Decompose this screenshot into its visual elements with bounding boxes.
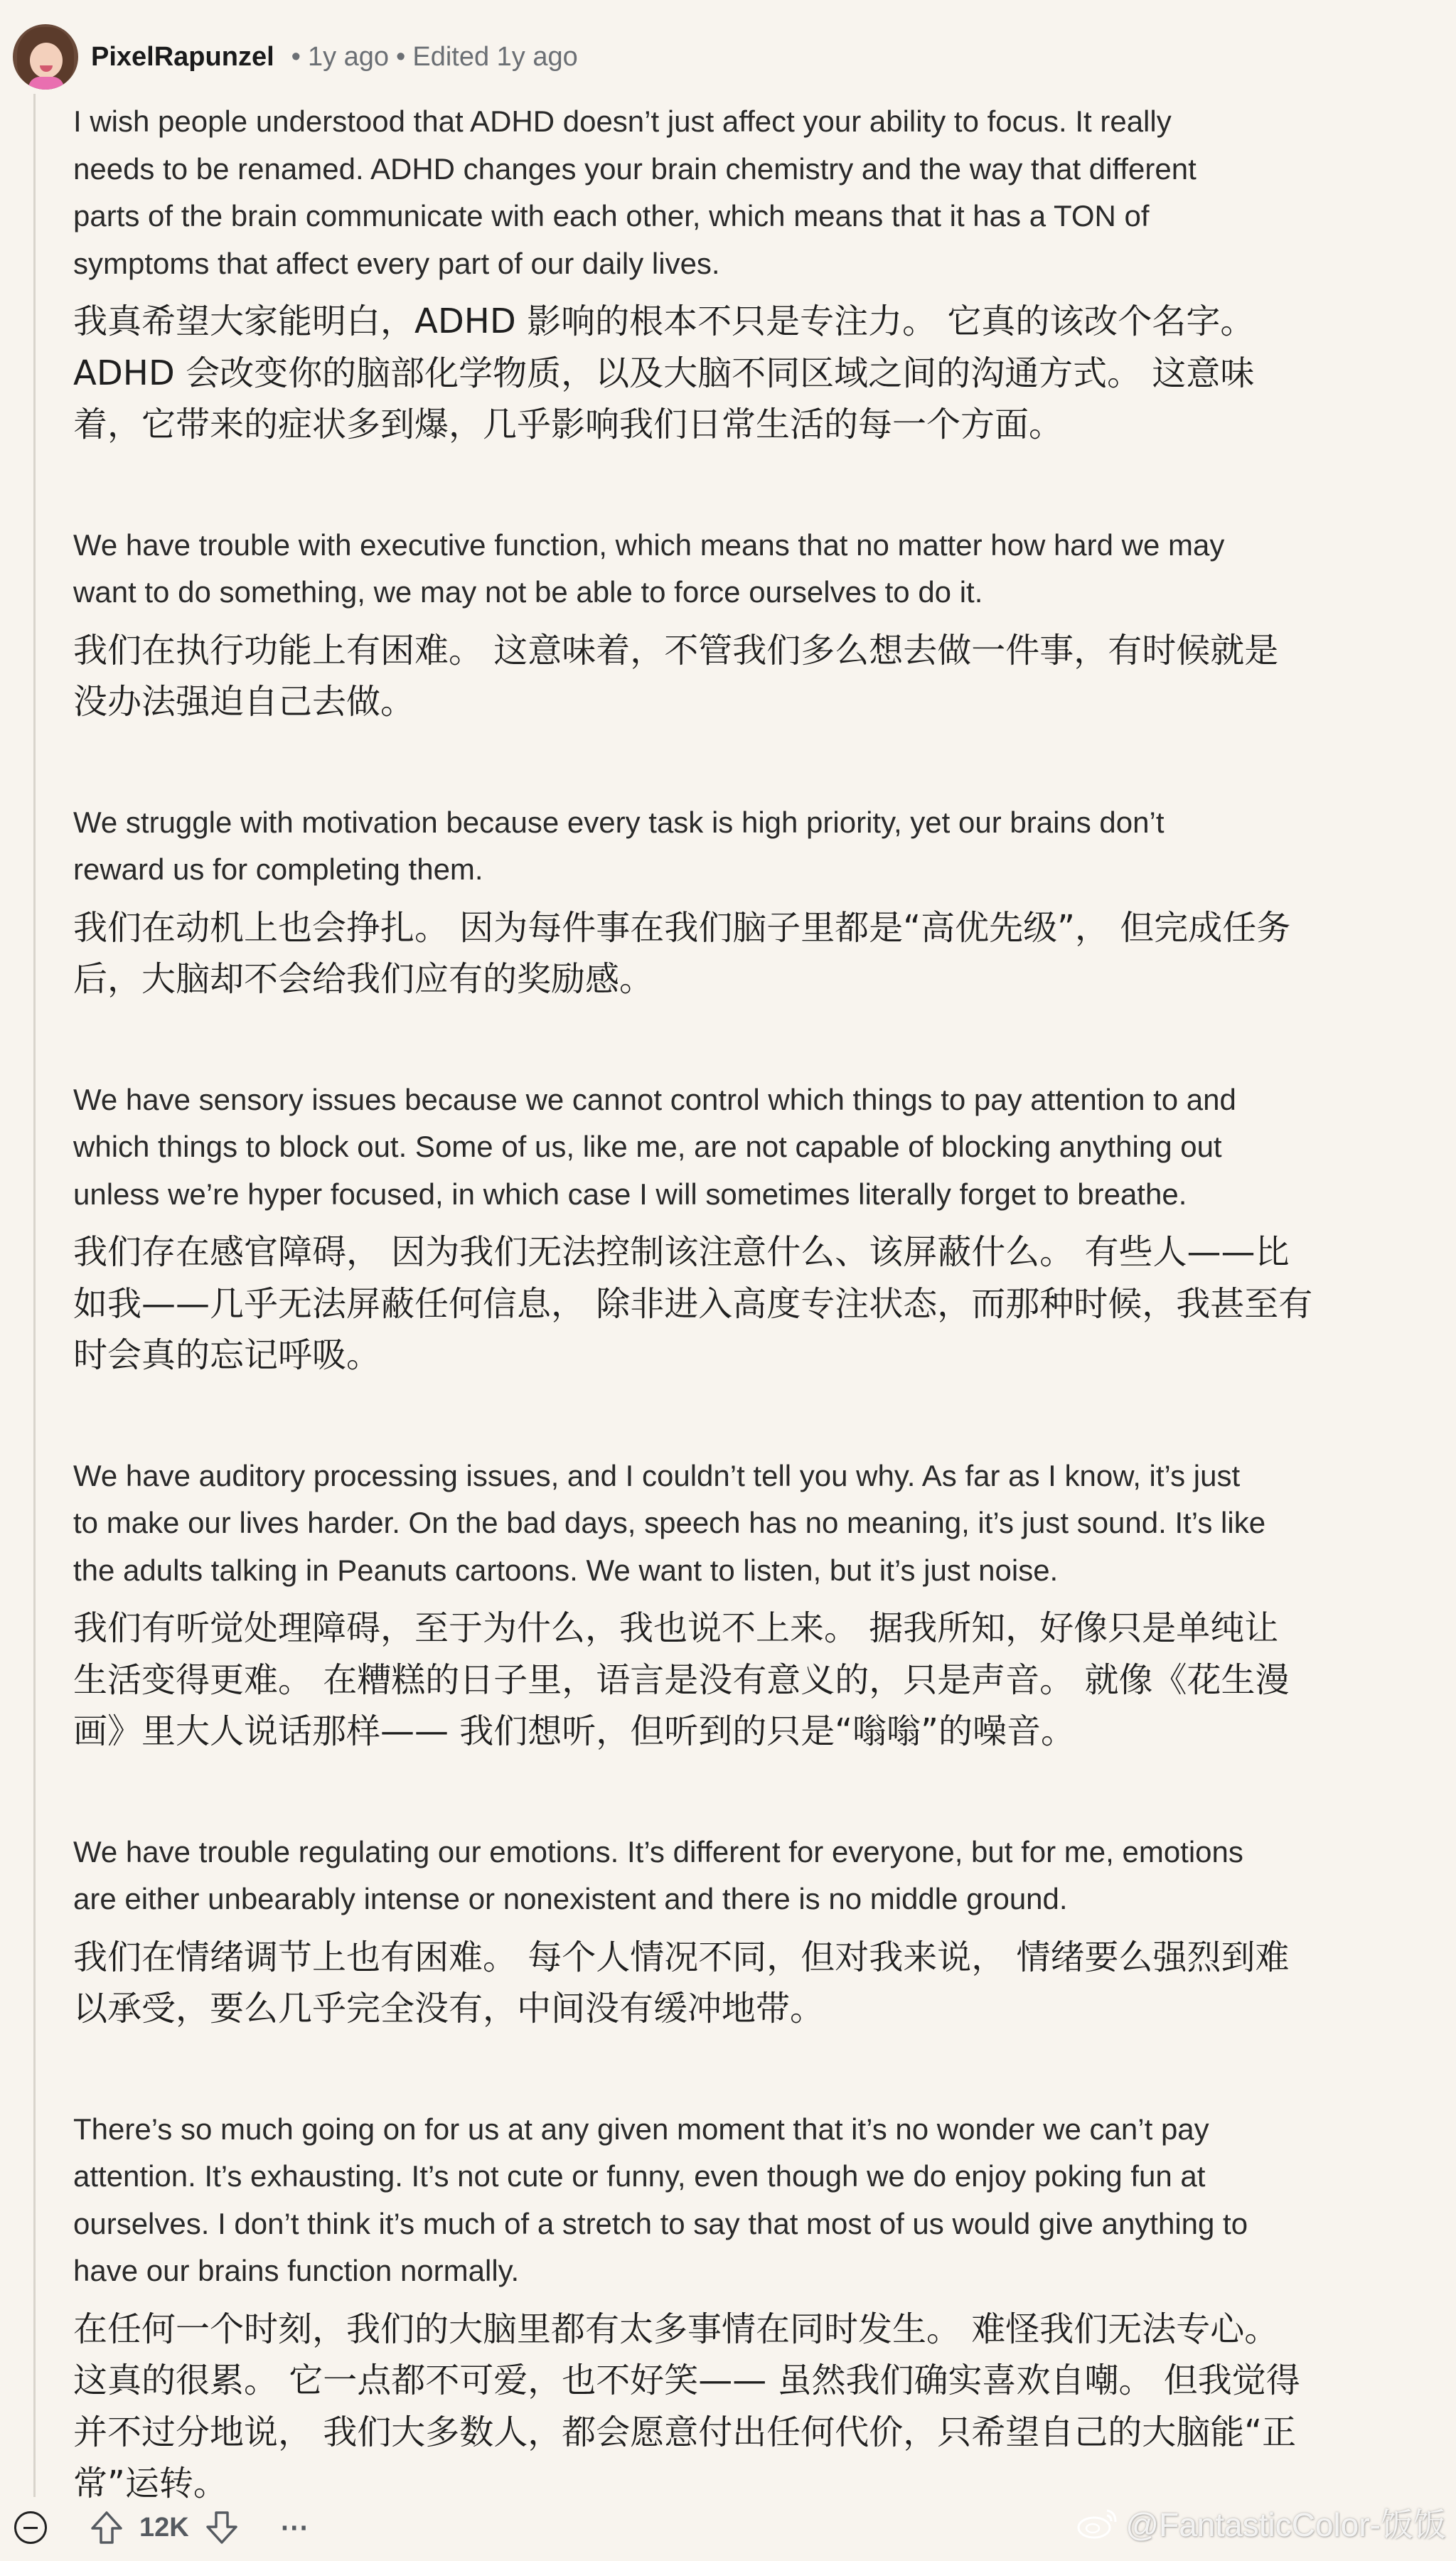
paragraph-english: We have auditory processing issues, and I couldn’t tell you why. As far as I know, it’s just to make our lives harder. On the bad days, speech has no meaning, it’s just sound. It’s like the adults talking in Peanuts cartoons. We want to listen, but it’s just noise. — [73, 1458, 1266, 1587]
comment-body — [73, 98, 1452, 2510]
more-options-button[interactable]: ⋯ — [279, 2512, 310, 2543]
vote-controls — [90, 2510, 239, 2545]
watermark-text: @FantasticColor-饭饭 — [1125, 2506, 1446, 2543]
downvote-arrow-icon[interactable] — [205, 2510, 239, 2545]
paragraph-1 — [73, 98, 1452, 451]
user-avatar[interactable] — [13, 24, 78, 90]
paragraph-english: We have sensory issues because we cannot control which things to pay attention to and which things to block out. Some of us, like me, are not capable of blocking anything out unless we’re hyper focused, in which case I will sometimes literally forget to breathe. — [73, 1082, 1236, 1211]
comment-age: 1y ago — [307, 41, 390, 72]
paragraph-3 — [73, 799, 1452, 1005]
watermark — [1076, 2499, 1446, 2546]
paragraph-chinese: 我们在执行功能上有困难。 这意味着，不管我们多么想去做一件事，有时候就是 没办法强迫自己去做。 — [73, 630, 1279, 722]
paragraph-chinese: 我真希望大家能明白，ADHD 影响的根本不只是专注力。 它真的该改个名字。 ADHD 会改变你的脑部化学物质，以及大脑不同区域之间的沟通方式。 这意味 着，它带来的症状多到爆，几乎影响我们日常生活的每一个方面。 — [73, 301, 1255, 444]
meta-separator: • — [396, 41, 406, 72]
paragraph-chinese: 在任何一个时刻，我们的大脑里都有太多事情在同时发生。 难怪我们无法专心。 这真的很累。 它一点都不可爱，也不好笑—— 虽然我们确实喜欢自嘲。 但我觉得 并不过分地说， 我们大多数人，都会愿意付出任何代价，只希望自己的大脑能“正 常”运转。 — [73, 2309, 1300, 2503]
paragraph-english: We have trouble with executive function, which means that no matter how hard we may want to do something, we may not be able to force ourselves to do it. — [73, 528, 1225, 609]
paragraph-english: We have trouble regulating our emotions. It’s different for everyone, but for me, emotions are either unbearably intense or nonexistent and there is no middle ground. — [73, 1834, 1243, 1915]
paragraph-chinese: 我们有听觉处理障碍，至于为什么，我也说不上来。 据我所知，好像只是单纯让 生活变得更难。 在糟糕的日子里，语言是没有意义的，只是声音。 就像《花生漫 画》里大人说话那样—— 我们想听，但听到的只是“嗡嗡”的噪音。 — [73, 1608, 1290, 1751]
paragraph-chinese: 我们在动机上也会挣扎。 因为每件事在我们脑子里都是“高优先级”， 但完成任务 后，大脑却不会给我们应有的奖励感。 — [73, 907, 1291, 999]
paragraph-chinese: 我们存在感官障碍， 因为我们无法控制该注意什么、该屏蔽什么。 有些人——比 如我——几乎无法屏蔽任何信息， 除非进入高度专注状态，而那种时候，我甚至有 时会真的忘记呼吸。 — [73, 1232, 1313, 1375]
vote-score: 12K — [139, 2512, 189, 2543]
weibo-logo-icon — [1076, 2505, 1120, 2540]
meta-separator: • — [291, 41, 301, 72]
edited-label: Edited 1y ago — [412, 41, 578, 72]
collapse-minus-icon[interactable] — [14, 2511, 47, 2544]
paragraph-chinese: 我们在情绪调节上也有困难。 每个人情况不同，但对我来说， 情绪要么强烈到难 以承受，要么几乎完全没有，中间没有缓冲地带。 — [73, 1937, 1290, 2028]
paragraph-english: We struggle with motivation because every task is high priority, yet our brains don’t reward us for completing them. — [73, 805, 1165, 886]
paragraph-2 — [73, 522, 1452, 728]
comment-meta — [284, 42, 578, 73]
username-link[interactable]: PixelRapunzel — [91, 41, 274, 72]
comment-header — [13, 21, 578, 92]
paragraph-5 — [73, 1453, 1452, 1758]
paragraph-7 — [73, 2106, 1452, 2510]
paragraph-english: I wish people understood that ADHD doesn’t just affect your ability to focus. It really needs to be renamed. ADHD changes your brain chemistry and the way that different parts of the brain communicate with each other, which means that it has a TON of symptoms that affect every part of our daily lives. — [73, 105, 1197, 280]
paragraph-english: There’s so much going on for us at any given moment that it’s no wonder we can’t pay attention. It’s exhausting. It’s not cute or funny, even though we do enjoy poking fun at ourselves. I don’t think it’s much of a stretch to say that most of us would give anything to have our brains function normally. — [73, 2112, 1248, 2287]
paragraph-6 — [73, 1829, 1452, 2035]
thread-line[interactable] — [33, 94, 36, 2497]
upvote-arrow-icon[interactable] — [90, 2510, 124, 2545]
paragraph-4 — [73, 1076, 1452, 1381]
